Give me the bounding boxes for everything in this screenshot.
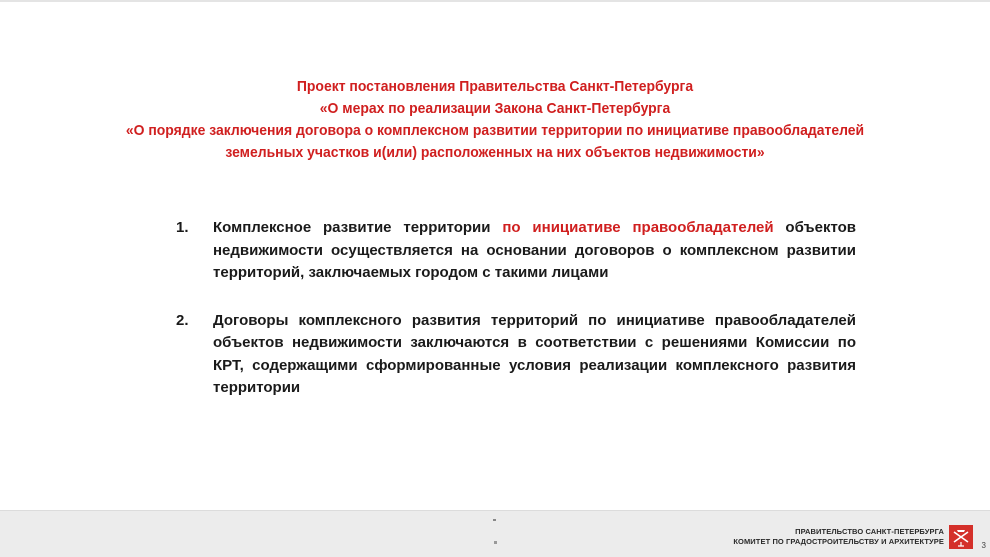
title-line-4: земельных участков и(или) расположенных на них объектов недвижимости» [225,144,765,161]
footer-dot [493,519,496,521]
list-item-text: Договоры комплексного развития территорий по инициативе правообладателей объектов недвижимости заключаются в соответствии с решениями Комиссии по КРТ, содержащими сформированные условия реализации комплексного развития территории [213,311,856,396]
slide-title [72,76,918,164]
title-line-2: «О мерах по реализации Закона Санкт-Петербурга [319,100,671,117]
list-item-text-before: Комплексное развитие территории [213,219,503,236]
list-item-number: 1. [176,219,189,236]
footer-line-2: КОМИТЕТ ПО ГРАДОСТРОИТЕЛЬСТВУ И АРХИТЕКТУРЕ [733,537,944,546]
list-item-text-after: объектов недвижимости осуществляется на основании договоров о комплексном развитии территорий, заключаемых городом с такими лицами [213,219,856,281]
title-line-3: «О порядке заключения договора о комплексном развитии территории по инициативе правообладателей [125,122,865,139]
list-item-number: 2. [176,311,189,329]
footer-organization [733,527,944,547]
title-line-1: Проект постановления Правительства Санкт-Петербурга [296,78,694,95]
list-item-1 [176,217,856,285]
numbered-list [176,217,856,400]
page-number: 3 [981,541,986,550]
footer-bar [0,510,990,557]
footer-line-1: ПРАВИТЕЛЬСТВО САНКТ-ПЕТЕРБУРГА [795,527,944,536]
spb-coat-of-arms-icon [949,525,973,549]
footer-dot [494,541,497,544]
top-divider [0,0,990,2]
list-item-2 [176,310,856,400]
list-item-highlight: по инициативе правообладателей [502,219,774,236]
